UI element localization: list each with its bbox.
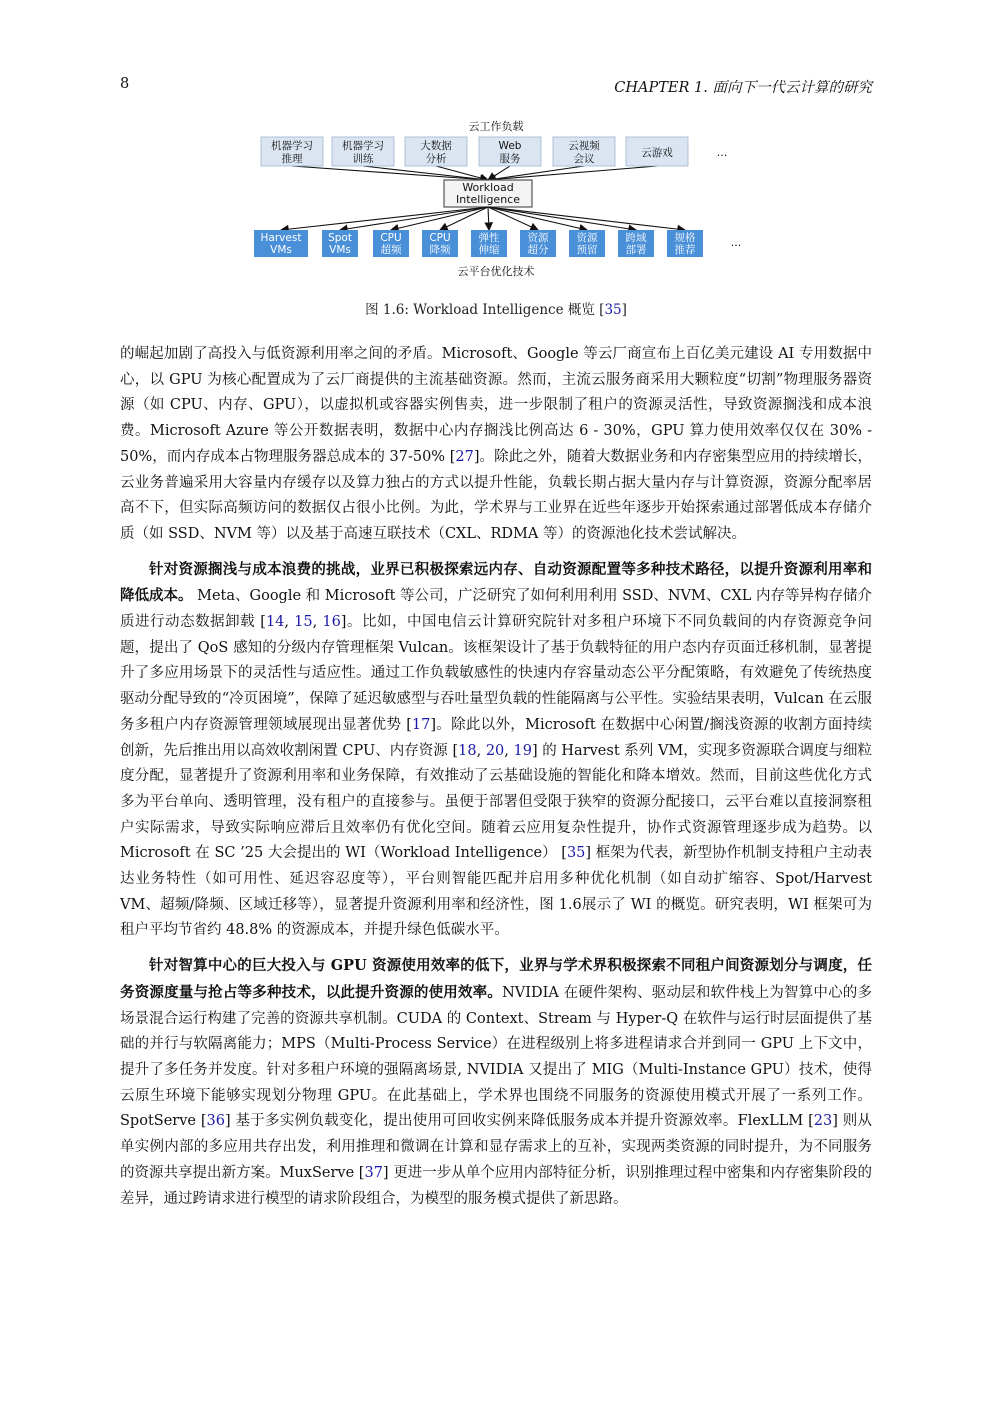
citation-link[interactable]: 19 xyxy=(513,742,532,759)
workload-arrow xyxy=(292,166,488,180)
workload-label: 机器学习 xyxy=(342,140,384,152)
paragraph-text: ] 更进一步从单个应用内部特征分析，识别推理过程中密集和内存密集阶段的差异，通过跨请求进行模型的请求阶段组合，为模型的服务模式提供了新思路。 xyxy=(120,1164,872,1207)
technique-label: CPU xyxy=(380,232,402,244)
workload-label: 会议 xyxy=(573,153,595,165)
workload-label: 大数据 xyxy=(420,140,452,152)
technique-label: 资源 xyxy=(527,232,549,244)
citation-link[interactable]: 15 xyxy=(294,614,313,631)
workload-label: 云视频 xyxy=(568,140,600,152)
body-text xyxy=(120,342,872,1221)
paragraph-text: ] 的 Harvest 系列 VM，实现多资源联合调度与细粒度分配，显著提升了资源利用率和业务保障，有效推动了云基础设施的智能化和降本增效。然而，目前这些优化方式多为平台单向、透明管理，没有租户的直接参与。虽便于部署但受限于狭窄的资源分配接口，云平台难以直接洞察租户实际需求，导致实际响应滞后且效率仍有优化空间。随着云应用复杂性提升，协作式资源管理逐步成为趋势。以 Microsoft 在 SC ’25 大会提出的 WI（Workload Intelligence） [ xyxy=(120,742,873,862)
technique-arrow xyxy=(391,207,488,230)
paragraph xyxy=(120,557,872,945)
paragraph-text: ] 则从单实例内部的多应用共存出发，利用推理和微调在计算和显存需求上的互补，实现两类资源的同时提升，为不同服务的资源共享提出新方案。MuxServe [ xyxy=(120,1113,872,1181)
technique-arrow xyxy=(340,207,488,230)
technique-label: Harvest xyxy=(260,232,302,244)
technique-arrow xyxy=(488,207,489,230)
caption-suffix: ] xyxy=(621,302,627,318)
technique-label: 预留 xyxy=(576,244,598,256)
workloads-ellipsis: ... xyxy=(716,146,728,159)
technique-label: 部署 xyxy=(625,244,647,256)
technique-label: CPU xyxy=(429,232,451,244)
paragraph-text: , xyxy=(284,614,295,631)
workload-arrow xyxy=(363,166,488,180)
paragraph-text: ]。除此之外，随着大数据业务和内存密集型应用的持续增长，云业务普遍采用大容量内存缓存以及算力独占的方式以提升性能，负载长期占据大量内存与计算资源，资源分配率居高不下，但实际高频访问的数据仅占很小比例。为此，学术界与工业界在近些年逐步开始探索通过部署低成本存储介质（如 SSD、NVM 等）以及基于高速互联技术（CXL、RDMA 等）的资源池化技术尝试解决。 xyxy=(120,448,872,542)
paragraph-text: 的崛起加剧了高投入与低资源利用率之间的矛盾。Microsoft、Google 等云厂商宣布上百亿美元建设 AI 专用数据中心，以 GPU 为核心配置成为了云厂商提供的主流基础资源。然而，主流云服务商采用大颗粒度“切割”物理服务器资源（如 CPU、内存、GPU），以虚拟机或容器实例售卖，进一步限制了租户的资源灵活性，导致资源搁浅和成本浪费。Microsoft Azure 等公开数据表明，数据中心内存搁浅比例高达 6 - 30%，GPU 算力使用效率仅仅在 30% - 50%，而内存成本占物理服务器总成本的 37-50% [ xyxy=(120,346,872,465)
technique-arrow xyxy=(281,207,488,230)
workload-label: 训练 xyxy=(352,153,374,165)
figure-workload-intelligence xyxy=(0,116,992,326)
chapter-title: CHAPTER 1. 面向下一代云计算的研究 xyxy=(614,80,872,96)
technique-label: 弹性 xyxy=(478,232,500,244)
citation-link[interactable]: 27 xyxy=(455,448,474,465)
running-header xyxy=(120,76,872,96)
citation-link[interactable]: 16 xyxy=(322,614,341,631)
workload-label: 推理 xyxy=(281,153,303,165)
technique-label: Spot xyxy=(328,232,352,244)
paragraph-text: ] 基于多实例负载变化，提出使用可回收实例来降低服务成本并提升资源效率。FlexLLM [ xyxy=(224,1113,814,1130)
workload-label: 服务 xyxy=(499,153,521,165)
paragraph-text: , xyxy=(312,614,323,631)
bold-lead-sentence: 针对资源搁浅与成本浪费的挑战，业界已积极探索远内存、自动资源配置等多种技术路径，以提升资源利用率和降低成本。 xyxy=(120,560,872,605)
citation-link[interactable]: 14 xyxy=(265,614,285,631)
technique-label: VMs xyxy=(329,244,351,256)
technique-label: 超频 xyxy=(380,244,402,256)
paragraph-text: , xyxy=(504,742,514,759)
center-label: Intelligence xyxy=(455,193,521,206)
figure-bottom-label: 云平台优化技术 xyxy=(457,265,535,278)
citation-link[interactable]: 23 xyxy=(813,1113,833,1130)
citation-link[interactable]: 36 xyxy=(206,1113,225,1130)
technique-label: 资源 xyxy=(576,232,598,244)
paragraph xyxy=(120,953,872,1212)
figure-top-label: 云工作负载 xyxy=(468,120,524,133)
workload-label: 机器学习 xyxy=(271,140,313,152)
bold-lead-sentence: 针对智算中心的巨大投入与 GPU 资源使用效率的低下，业界与学术界积极探索不同租户间资源划分与调度，任务资源度量与抢占等多种技术，以此提升资源的使用效率。 xyxy=(120,957,872,1001)
technique-arrow xyxy=(488,207,685,230)
center-label: Workload xyxy=(462,181,514,194)
techniques-ellipsis: ... xyxy=(730,236,742,249)
workload-label: 分析 xyxy=(425,153,447,165)
paragraph-text: , xyxy=(476,742,486,759)
technique-label: 推荐 xyxy=(674,244,696,256)
paragraph-text: ]。比如，中国电信云计算研究院针对多租户环境下不同负载间的内存资源竞争问题，提出了 QoS 感知的分级内存管理框架 Vulcan。该框架设计了基于负载特征的用户态内存页面迁移机制，显著提升了多应用场景下的灵活性与适应性。通过工作负载敏感性的快速内存容量动态公平分配策略，有效避免了传统热度驱动分配导致的“冷页困境”，保障了延迟敏感型与吞吐量型负载的性能隔离与公平性。实验结果表明，Vulcan 在云服务多租户内存资源管理领域展现出显著优势 [ xyxy=(120,614,873,733)
technique-arrow xyxy=(488,207,587,230)
paragraph-text: ] 框架为代表，新型协作机制支持租户主动表达业务特性（如可用性、延迟容忍度等），平台则智能匹配并启用多种优化机制（如自动扩缩容、Spot/Harvest VM、超频/降频、区域迁移等），显著提升资源利用率和经济性，图 1.6展示了 WI 的概览。研究表明，WI 框架可为租户平均节省约 48.8% 的资源成本，并提升绿色低碳水平。 xyxy=(120,845,872,939)
technique-label: 跨域 xyxy=(625,232,647,244)
paragraph-text: Meta、Google 和 Microsoft 等公司，广泛研究了如何利用利用 SSD、NVM、CXL 内存等异构存储介质进行动态数据卸载 [ xyxy=(120,588,873,631)
page-number: 8 xyxy=(120,76,130,92)
citation-link[interactable]: 18 xyxy=(458,742,477,759)
workload-label: 云游戏 xyxy=(641,147,673,159)
paragraph-text: ]。除此以外，Microsoft 在数据中心闲置/搁浅资源的收割方面持续创新，先后推出用以高效收割闲置 CPU、内存资源 [ xyxy=(120,716,873,759)
citation-link[interactable]: 35 xyxy=(566,845,586,862)
figure-caption xyxy=(0,298,992,318)
technique-label: 降频 xyxy=(429,244,451,256)
technique-arrow xyxy=(488,207,636,230)
technique-label: 伸缩 xyxy=(478,244,500,256)
technique-label: 超分 xyxy=(527,244,549,256)
caption-text: 图 1.6: Workload Intelligence 概览 [ xyxy=(365,302,605,318)
citation-link[interactable]: 37 xyxy=(364,1164,383,1181)
caption-citation[interactable]: 35 xyxy=(604,302,622,318)
technique-label: VMs xyxy=(270,244,292,256)
workload-label: Web xyxy=(498,140,522,152)
citation-link[interactable]: 17 xyxy=(411,716,431,733)
paragraph-text: NVIDIA 在硬件架构、驱动层和软件栈上为智算中心的多场景混合运行构建了完善的资源共享机制。CUDA 的 Context、Stream 与 Hyper-Q 在软件与运行时层面提供了基础的并行与软隔离能力；MPS（Multi-Process Service）在进程级别上将多进程请求合并到同一 GPU 上下文中，提升了多任务并发度。针对多租户环境的强隔离场景, NVIDIA 又提出了 MIG（Multi-Instance GPU）技术，使得云原生环境下能够实现划分物理 GPU。在此基础上，学术界也围绕不同服务的资源使用模式开展了一系列工作。SpotServe [ xyxy=(120,984,872,1130)
technique-label: 规格 xyxy=(674,232,696,244)
citation-link[interactable]: 20 xyxy=(485,742,505,759)
paragraph xyxy=(120,342,872,548)
